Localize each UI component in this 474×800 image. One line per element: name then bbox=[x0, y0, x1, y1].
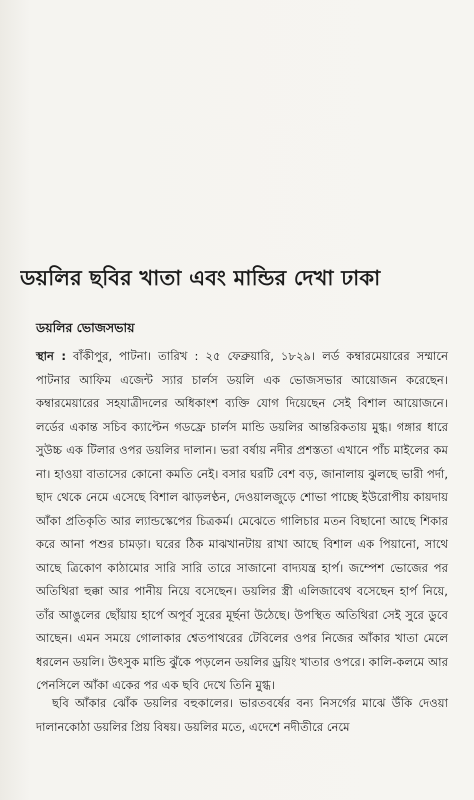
place-label: স্থান : bbox=[36, 349, 66, 363]
paragraph-1-text: বাঁকীপুর, পাটনা। তারিখ : ২৫ ফেব্রুয়ারি, ১৮২৯। লর্ড কম্বারমেয়ারের সম্মানে পাটনার আফিম এজেন্ট স্যার চার্লস ডয়লি এক ভোজসভার আয়োজন করেছেন। কম্বারমেয়ারের সহযাত্রীদলের অধিকাংশ ব্যক্তি যোগ দিয়েছেন সেই বিশাল আয়োজনে। লর্ডের একান্ত সচিব ক্যাপ্টেন গডফ্রে চার্লস মান্ডি ডয়লির আন্তরিকতায় মুগ্ধ। গঙ্গার ধারে সুউচ্চ এক টিলার ওপর ডয়লির দালান। ভরা বর্ষায় নদীর প্রশস্ততা এখানে পাঁচ মাইলের কম না। হাওয়া বাতাসের কোনো কমতি নেই। বসার ঘরটি বেশ বড়, জানালায় ঝুলছে ভারী পর্দা, ছাদ থেকে নেমে এসেছে বিশাল ঝাড়লণ্ঠন, দেওয়ালজুড়ে শোভা পাচ্ছে ইউরোপীয় কায়দায় আঁকা প্রতিকৃতি আর ল্যান্ডস্কেপের চিত্রকর্ম। মেঝেতে গালিচার মতন বিছানো আছে শিকার করে আনা পশুর চামড়া। ঘরের ঠিক মাঝখানটায় রাখা আছে বিশাল এক পিয়ানো, সাথে আছে ত্রিকোণ কাঠামোর সারি সারি তারে সাজানো বাদ্যযন্ত্র হার্প। জম্পেশ ভোজের পর অতিথিরা হুক্কা আর পানীয় নিয়ে বসেছেন। ডয়লির স্ত্রী এলিজাবেথ বসেছেন হার্প নিয়ে, তাঁর আঙুলের ছোঁয়ায় হার্পে অপূর্ব সুরের মূর্ছনা উঠেছে। উপস্থিত অতিথিরা সেই সুরে ডুবে আছেন। এমন সময়ে গোলাকার শ্বেতপাথরের টেবিলের ওপর নিজের আঁকার খাতা মেলে ধরলেন ডয়লি। উৎসুক মান্ডি ঝুঁকে পড়লেন ডয়লির ড্রয়িং খাতার ওপরে। কালি-কলমে আর পেনসিলে আঁকা একের পর এক ছবি দেখে তিনি মুগ্ধ। bbox=[36, 349, 448, 692]
section-heading: ডয়লির ভোজসভায় bbox=[36, 320, 135, 335]
body-paragraph-1 bbox=[36, 345, 448, 698]
chapter-title: ডয়লির ছবির খাতা এবং মান্ডির দেখা ঢাকা bbox=[20, 266, 381, 290]
body-paragraph-2: ছবি আঁকার ঝোঁক ডয়লির বহুকালের। ভারতবর্ষের বন্য নিসর্গের মাঝে উঁকি দেওয়া দালানকোঠা ডয়লির প্রিয় বিষয়। ডয়লির মতে, এদেশে নদীতীরে নেমে bbox=[36, 696, 448, 734]
